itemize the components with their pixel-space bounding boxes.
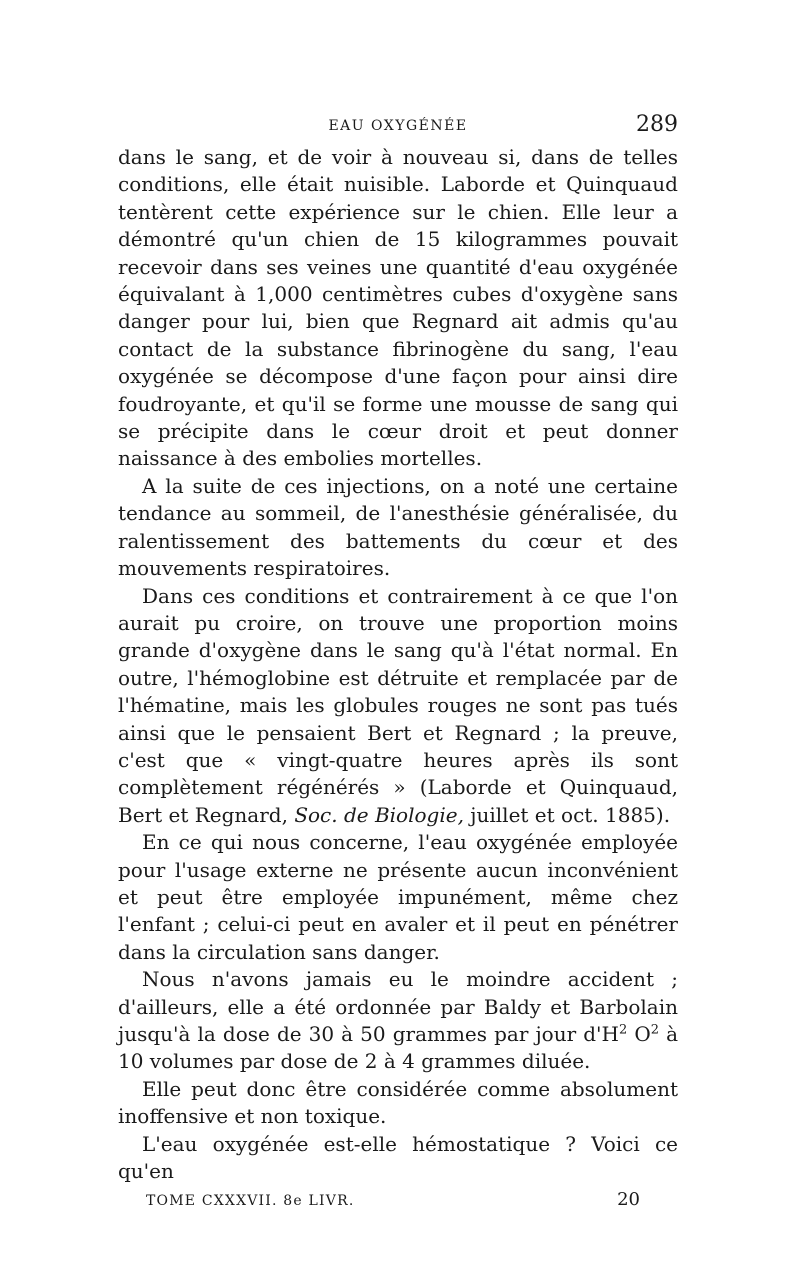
running-title: EAU OXYGÉNÉE xyxy=(328,118,468,134)
formula-superscript: 2 xyxy=(618,1022,628,1038)
signature-mark: TOME CXXXVII. 8e LIVR. xyxy=(146,1193,355,1210)
paragraph: En ce qui nous concerne, l'eau oxygénée employée pour l'usage externe ne présente aucun inconvénient et peut être employée impunément, même chez l'enfant ; celui-ci peut en avaler et il peut en pénétrer dans la circulation sans danger. xyxy=(118,830,678,964)
page-header xyxy=(118,110,678,144)
paragraph: Dans ces conditions et contrairement à ce que l'on aurait pu croire, on trouve une proportion moins grande d'oxygène dans le sang qu'à l'état normal. En outre, l'hémoglobine est détruite et remplacée par de l'hématine, mais les globules rouges ne sont pas tués ainsi que le pensaient Bert et Regnard ; la preuve, c'est que « vingt-quatre heures après ils sont complètement régénérés » (Laborde et Quinquaud, Bert et Regnard, Soc. de Biologie, juillet et oct. 1885). xyxy=(118,583,678,827)
formula-superscript: 2 xyxy=(650,1022,660,1038)
signature-number: 20 xyxy=(617,1189,640,1211)
paragraph: Elle peut donc être considérée comme absolument inoffensive et non toxique. xyxy=(118,1076,678,1129)
journal-citation: Soc. de Biologie, xyxy=(294,802,464,827)
body-text xyxy=(118,144,678,1185)
paragraph: L'eau oxygénée est-elle hémostatique ? Voici ce qu'en xyxy=(118,1131,678,1184)
paragraph: dans le sang, et de voir à nouveau si, dans de telles conditions, elle était nuisible. Laborde et Quinquaud tentèrent cette expérience sur le chien. Elle leur a démontré qu'un chien de 15 kilogrammes pouvait recevoir dans ses veines une quantité d'eau oxygénée équivalant à 1,000 centimètres cubes d'oxygène sans danger pour lui, bien que Regnard ait admis qu'au contact de la substance fibrinogène du sang, l'eau oxygénée se décompose d'une façon pour ainsi dire foudroyante, et qu'il se forme une mousse de sang qui se précipite dans le cœur droit et peut donner naissance à des embolies mortelles. xyxy=(118,145,678,471)
page-footer xyxy=(118,1189,678,1219)
paragraph: A la suite de ces injections, on a noté une certaine tendance au sommeil, de l'anesthésie généralisée, du ralentissement des battements du cœur et des mouvements respiratoires. xyxy=(118,473,678,581)
book-page xyxy=(118,110,678,1219)
page-number: 289 xyxy=(636,112,678,137)
paragraph: Nous n'avons jamais eu le moindre accident ; d'ailleurs, elle a été ordonnée par Baldy et Barbolain jusqu'à la dose de 30 à 50 grammes par jour $d'H^2$ $O^2$ à 10 volumes par dose de 2 à 4 grammes diluée. xyxy=(118,967,679,1074)
